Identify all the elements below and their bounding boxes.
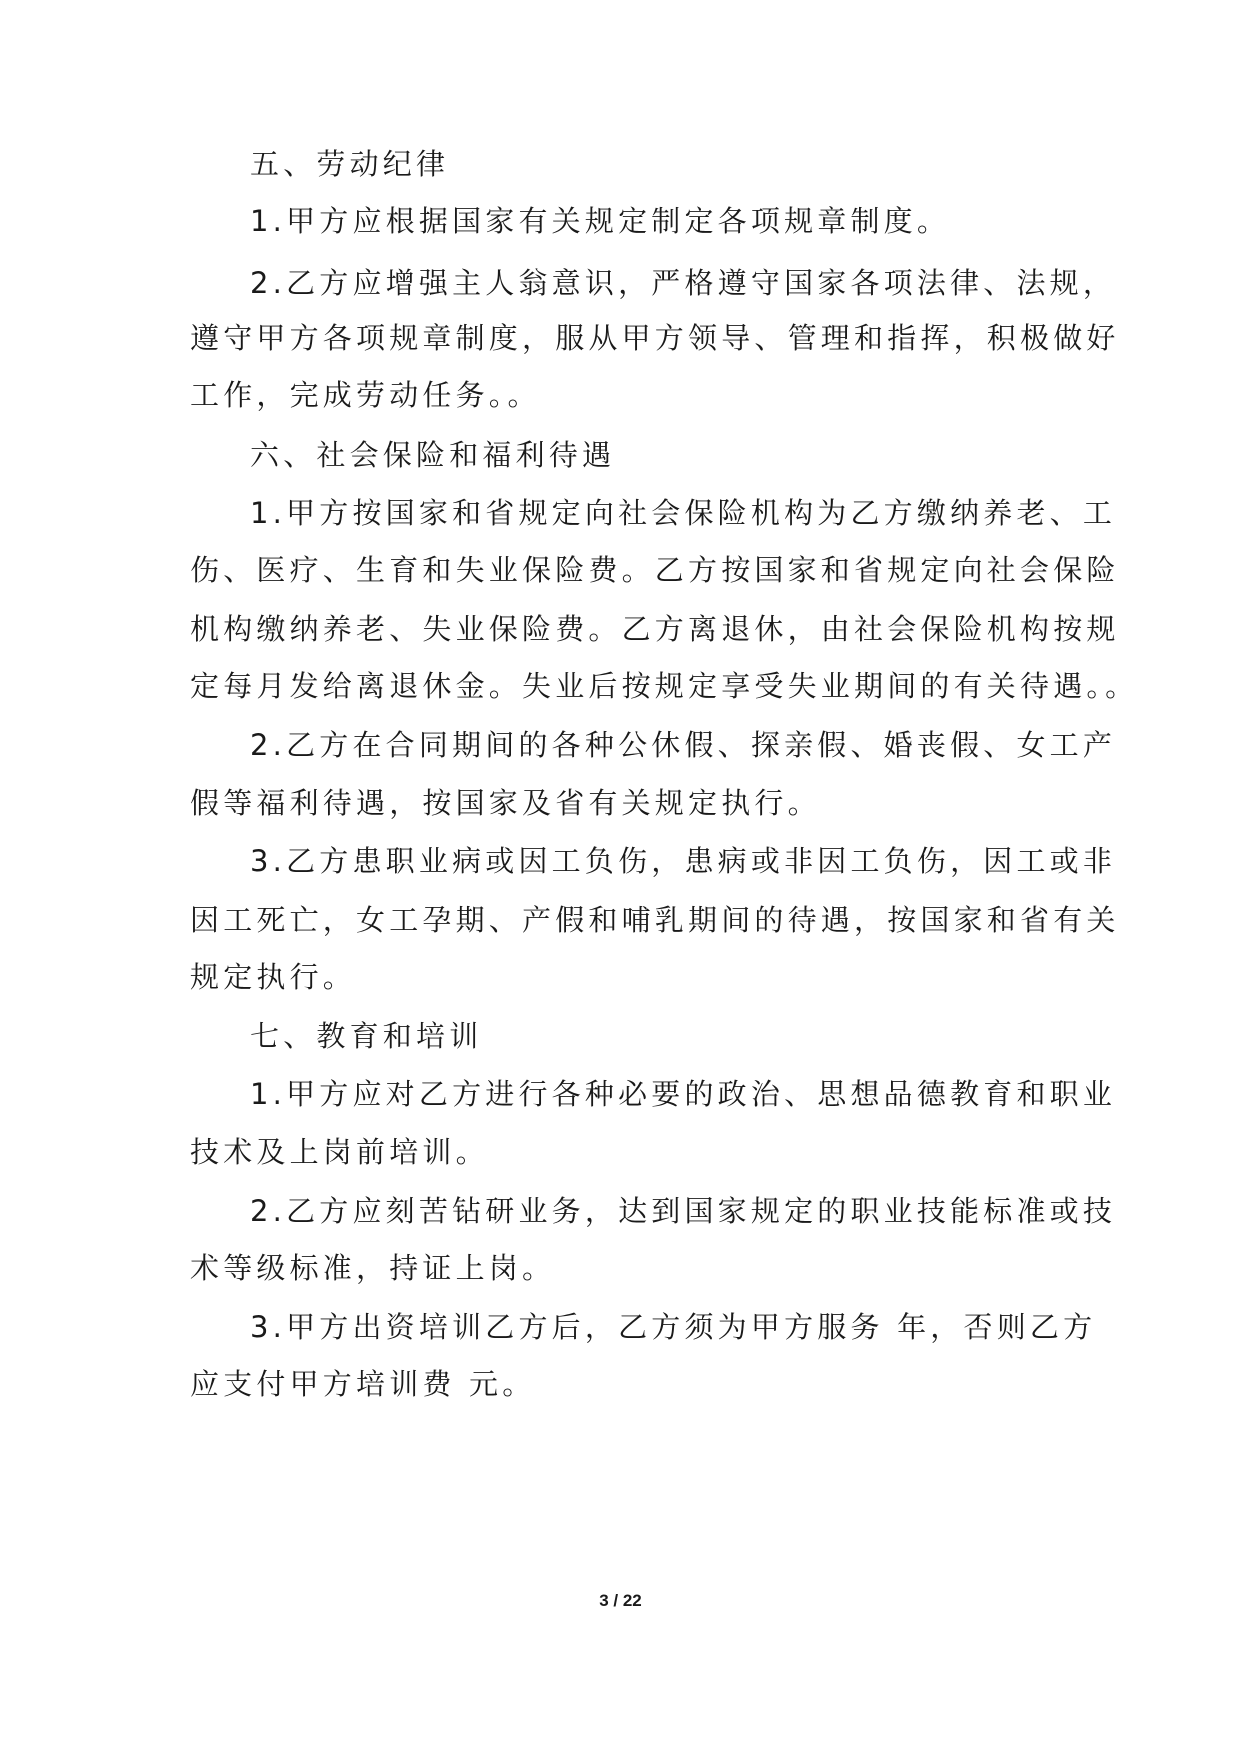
clause-7-3-line-2: 应支付甲方培训费 元。 (190, 1367, 536, 1401)
clause-6-2-line-1: 2.乙方在合同期间的各种公休假、探亲假、婚丧假、女工产 (250, 728, 1117, 762)
clause-7-1-line-2: 技术及上岗前培训。 (190, 1135, 489, 1169)
clause-6-1-line-3: 机构缴纳养老、失业保险费。乙方离退休，由社会保险机构按规 (190, 612, 1120, 646)
section-heading-social-insurance: 六、社会保险和福利待遇 (250, 438, 616, 472)
clause-5-2-line-3: 工作，完成劳动任务。。 (190, 378, 541, 412)
clause-6-3-line-2: 因工死亡，女工孕期、产假和哺乳期间的待遇，按国家和省有关 (190, 903, 1120, 937)
clause-7-2-line-2: 术等级标准，持证上岗。 (190, 1251, 556, 1285)
section-heading-education-training: 七、教育和培训 (250, 1019, 483, 1053)
clause-7-2-line-1: 2.乙方应刻苦钻研业务，达到国家规定的职业技能标准或技 (250, 1194, 1117, 1228)
clause-5-2-line-1: 2.乙方应增强主人翁意识，严格遵守国家各项法律、法规， (250, 266, 1117, 300)
clause-6-3-line-3: 规定执行。 (190, 960, 357, 994)
clause-6-3-line-1: 3.乙方患职业病或因工负伤，患病或非因工负伤，因工或非 (250, 844, 1117, 878)
clause-6-1-line-4: 定每月发给离退休金。失业后按规定享受失业期间的有关待遇。。 (190, 669, 1139, 703)
clause-7-3-line-1: 3.甲方出资培训乙方后，乙方须为甲方服务 年，否则乙方 (250, 1310, 1097, 1344)
clause-6-1-line-1: 1.甲方按国家和省规定向社会保险机构为乙方缴纳养老、工 (250, 496, 1117, 530)
page-number: 3 / 22 (599, 1591, 642, 1610)
section-heading-labor-discipline: 五、劳动纪律 (250, 147, 450, 181)
clause-5-2-line-2: 遵守甲方各项规章制度，服从甲方领导、管理和指挥，积极做好 (190, 321, 1120, 355)
clause-6-1-line-2: 伤、医疗、生育和失业保险费。乙方按国家和省规定向社会保险 (190, 553, 1120, 587)
clause-7-1-line-1: 1.甲方应对乙方进行各种必要的政治、思想品德教育和职业 (250, 1077, 1117, 1111)
clause-5-1: 1.甲方应根据国家有关规定制定各项规章制度。 (250, 204, 951, 238)
clause-6-2-line-2: 假等福利待遇，按国家及省有关规定执行。 (190, 786, 821, 820)
